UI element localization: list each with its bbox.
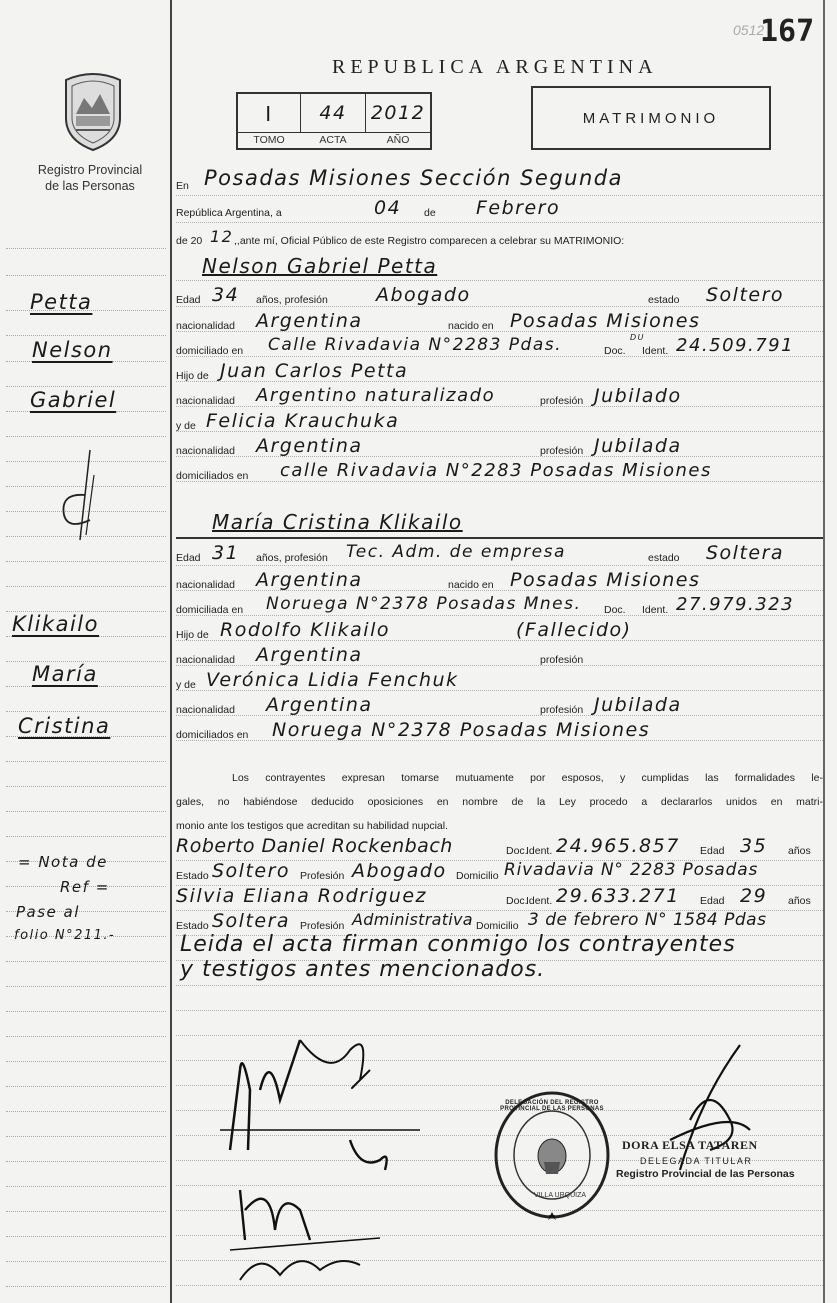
act-type-box	[531, 86, 771, 150]
republica-label: República Argentina, a	[176, 207, 282, 219]
groom-name-row	[176, 254, 823, 280]
anos-label: años	[788, 845, 811, 857]
sidebar-note-line3: Pase al	[16, 903, 80, 921]
groom-address: Calle Rivadavia N°2283 Pdas.	[268, 335, 563, 355]
en-label: En	[176, 180, 189, 192]
witness2-row: Silvia Eliana Rodriguez Doc. Ident. 29.633.271 Edad 29 años	[176, 885, 811, 907]
bride-mother-nationality-row: nacionalidad Argentina profesión Jubilada	[176, 694, 682, 716]
intro-place: Posadas Misiones Sección Segunda	[204, 166, 623, 190]
sidebar-note-line1: = Nota de	[18, 853, 108, 871]
declaration-line3: monio ante los testigos que acreditan su habilidad nupcial.	[176, 820, 449, 832]
bride-mother-row: y de Verónica Lidia Fenchuk	[176, 669, 459, 691]
groom-mother-nationality: Argentina	[256, 435, 363, 457]
groom-father-profession: Jubilado	[594, 385, 682, 407]
bride-father: Rodolfo Klikailo	[220, 619, 390, 641]
witness2-address: 3 de febrero N° 1584 Pdas	[528, 910, 767, 930]
sidebar-groom-signature	[50, 445, 120, 545]
bride-birthplace: Posadas Misiones	[510, 569, 701, 591]
bride-profession: Tec. Adm. de empresa	[346, 542, 566, 562]
groom-nationality-row	[176, 310, 823, 336]
witness2-doc: 29.633.271	[556, 885, 680, 907]
ident-label: Ident.	[642, 345, 669, 357]
witness2-profession: Administrativa	[352, 910, 473, 929]
tomo-label: TOMO	[253, 134, 285, 146]
bride-mother: Verónica Lidia Fenchuk	[206, 669, 459, 691]
groom-parents-address-row	[176, 460, 823, 486]
domicilio-label: domiciliado en	[176, 345, 244, 357]
nacido-label: nacido en	[448, 320, 494, 332]
act-type: MATRIMONIO	[582, 109, 720, 127]
witness1-address: Rivadavia N° 2283 Posadas	[504, 860, 759, 880]
bride-full-name: María Cristina Klikailo	[212, 510, 463, 534]
bride-parents-address: Noruega N°2378 Posadas Misiones	[272, 719, 651, 741]
closing-line2: y testigos antes mencionados.	[180, 957, 546, 982]
estado-label: estado	[648, 294, 680, 306]
year-suffix: 12	[210, 227, 234, 246]
groom-nationality: Argentina	[256, 310, 363, 332]
groom-mother-profession: Jubilada	[594, 435, 682, 457]
groom-parents-address: calle Rivadavia N°2283 Posadas Misiones	[280, 460, 712, 481]
edad-label: Edad	[176, 294, 201, 306]
country-title: REPUBLICA ARGENTINA	[332, 56, 658, 78]
intro-day: 04	[374, 197, 402, 219]
groom-mother: Felicia Krauchuka	[206, 410, 400, 432]
province-logo	[58, 68, 128, 152]
witness1-name: Roberto Daniel Rockenbach	[176, 835, 453, 857]
tomo-acta-anio-box	[236, 92, 432, 150]
sidebar-note-line4: folio N°211.-	[14, 928, 116, 943]
witness2-details-row: Estado Soltera Profesión Administrativa Domicilio 3 de febrero N° 1584 Pdas	[176, 910, 767, 932]
bride-address-row: domiciliada en Noruega N°2378 Posadas Mnes. Doc. Ident. 27.979.323	[176, 594, 795, 616]
province-crest-icon	[58, 68, 128, 152]
declaration-text	[176, 766, 823, 838]
groom-mother-nationality-row: nacionalidad Argentina profesión Jubilada	[176, 435, 682, 457]
signatures	[200, 1010, 430, 1300]
intro-month: Febrero	[476, 197, 561, 219]
bride-mother-profession: Jubilada	[594, 694, 682, 716]
witness1-doc: 24.965.857	[556, 835, 680, 857]
acta-value: 44	[319, 102, 347, 124]
groom-address-row	[176, 335, 823, 361]
groom-birthplace: Posadas Misiones	[510, 310, 701, 332]
registry-line1: Registro Provincial	[37, 163, 143, 177]
groom-doc-number: 24.509.791	[676, 335, 795, 356]
bride-mother-nationality: Argentina	[266, 694, 373, 716]
bride-doc-number: 27.979.323	[676, 594, 795, 615]
groom-civil-status: Soltero	[706, 284, 785, 306]
profesion-label-w1: Profesión	[300, 870, 345, 882]
bride-age-row: Edad 31 años, profesión Tec. Adm. de empresa estado Soltera	[176, 542, 785, 564]
margin-rule	[170, 0, 172, 1303]
stamp-number: 0512	[733, 22, 765, 38]
stamp-ring-text: DELEGACIÓN DEL REGISTRO PROVINCIAL DE LAS PERSONAS	[500, 1100, 604, 1112]
bride-address: Noruega N°2378 Posadas Mnes.	[266, 594, 582, 614]
domiciliados-label: domiciliados en	[176, 470, 249, 482]
closing-line1: Leida el acta firman conmigo los contrayentes	[180, 932, 736, 957]
sidebar-groom-surname: Petta	[30, 290, 93, 314]
sidebar-bride-name1: María	[32, 662, 98, 686]
groom-father: Juan Carlos Petta	[220, 360, 409, 382]
officer-title: DELEGADA TITULAR	[640, 1156, 753, 1166]
folio-number: 167	[760, 14, 815, 49]
bride-father-nationality: Argentina	[256, 644, 363, 666]
groom-age-row	[176, 284, 823, 310]
sidebar-note-line2: Ref =	[60, 878, 110, 896]
bride-parents-address-row: domiciliados en Noruega N°2378 Posadas Misiones	[176, 719, 651, 741]
witness1-status: Soltero	[212, 860, 291, 882]
groom-profession: Abogado	[376, 284, 471, 306]
witness2-age: 29	[740, 885, 768, 907]
bride-civil-status: Soltera	[706, 542, 785, 564]
domiciliada-label: domiciliada en	[176, 604, 244, 616]
witness1-details-row	[176, 860, 823, 886]
groom-father-nationality-row: nacionalidad Argentino naturalizado profesión Jubilado	[176, 385, 682, 407]
right-rule	[823, 0, 825, 1303]
intro-place-row	[176, 166, 823, 196]
bride-nationality-row: nacionalidad Argentina nacido en Posadas Misiones	[176, 569, 701, 591]
bride-father-row: Hijo de Rodolfo Klikailo (Fallecido)	[176, 619, 632, 641]
doc-type: DU	[630, 333, 646, 342]
witness2-status: Soltera	[212, 910, 291, 932]
witness1-row: Roberto Daniel Rockenbach Doc. Ident. 24.965.857 Edad 35 años	[176, 835, 811, 857]
yde-label: y de	[176, 420, 196, 432]
sidebar-groom-name1: Nelson	[32, 338, 113, 362]
bride-father-note: (Fallecido)	[516, 619, 632, 641]
bride-father-nationality-row: nacionalidad Argentina profesión	[176, 644, 584, 666]
intro-statement-row	[176, 225, 823, 251]
officer-registry: Registro Provincial de las Personas	[616, 1168, 795, 1180]
bride-name-row	[176, 510, 823, 536]
profesion-label: profesión	[540, 395, 584, 407]
sidebar-bride-surname: Klikailo	[12, 612, 99, 636]
groom-full-name: Nelson Gabriel Petta	[202, 254, 438, 278]
section-divider	[176, 537, 823, 539]
witness1-profession: Abogado	[352, 860, 447, 882]
bride-age: 31	[212, 542, 240, 564]
groom-father-row	[176, 360, 823, 386]
anos-profesion-label: años, profesión	[256, 294, 328, 306]
intro-statement: ,,ante mí, Oficial Público de este Registro comparecen a celebrar su MATRIMONIO:	[234, 235, 625, 247]
bride-nationality: Argentina	[256, 569, 363, 591]
stamp-inner-text: VILLA URQUIZA	[533, 1192, 587, 1199]
doc-label: Doc.	[604, 345, 626, 357]
hijo-label: Hijo de	[176, 370, 209, 382]
de-label: de	[424, 207, 436, 219]
estado-label-w1: Estado	[176, 870, 209, 882]
witness1-age: 35	[740, 835, 768, 857]
tomo-value: I	[265, 102, 273, 126]
domicilio-label-w1: Domicilio	[456, 870, 499, 882]
year-prefix: de 20	[176, 235, 203, 247]
officer-name: DORA ELSA TATAREN	[622, 1138, 758, 1152]
acta-label: ACTA	[319, 134, 347, 146]
groom-father-nationality: Argentino naturalizado	[256, 385, 496, 406]
anio-label: AÑO	[386, 134, 410, 146]
declaration-line1: Los contrayentes expresan tomarse mutuamente por esposos, y cumplidas las formalidades le-	[232, 772, 823, 784]
anio-value: 2012	[370, 102, 426, 124]
declaration-line2: gales, no habiéndose deducido oposiciones en nombre de la Ley procedo a declararlos unidos en matri-	[176, 796, 823, 808]
witness2-name: Silvia Eliana Rodriguez	[176, 885, 427, 907]
registry-line2: de las Personas	[45, 179, 135, 193]
sidebar-groom-name2: Gabriel	[30, 388, 117, 412]
sidebar-bride-name2: Cristina	[18, 714, 111, 738]
nacionalidad-label: nacionalidad	[176, 320, 235, 332]
intro-date-row	[176, 197, 823, 223]
groom-mother-row	[176, 410, 823, 436]
groom-age: 34	[212, 284, 240, 306]
